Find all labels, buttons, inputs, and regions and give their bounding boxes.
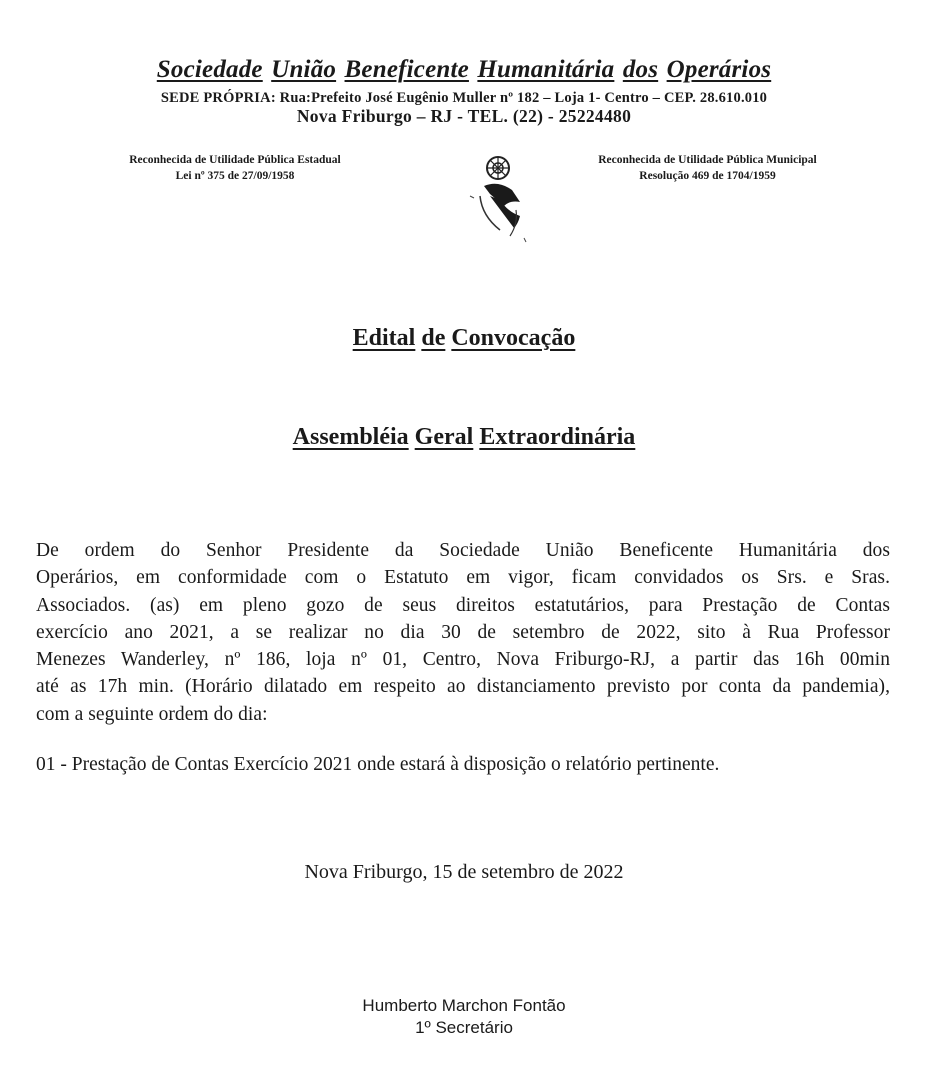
paragraph-line: Operários, em conformidade com o Estatuto em vigor, ficam convidados os Srs. e Sras. bbox=[36, 567, 890, 589]
signature-block bbox=[0, 995, 928, 1039]
title-word: Extraordinária bbox=[479, 424, 636, 450]
title-word: Geral bbox=[414, 424, 474, 450]
org-word: Sociedade bbox=[156, 56, 263, 83]
org-word: União bbox=[271, 56, 337, 83]
headquarters-address: SEDE PRÓPRIA: Rua:Prefeito José Eugênio Muller nº 182 – Loja 1- Centro – CEP. 28.610.010 bbox=[160, 90, 768, 106]
state-recognition-line1: Reconhecida de Utilidade Pública Estadual bbox=[129, 154, 341, 166]
org-word: Operários bbox=[666, 56, 772, 83]
title-word: Convocação bbox=[451, 325, 576, 351]
city-phone: Nova Friburgo – RJ - TEL. (22) - 25224480 bbox=[296, 106, 632, 126]
title-word: Edital bbox=[352, 325, 416, 351]
municipal-recognition-line1: Reconhecida de Utilidade Pública Municipal bbox=[598, 154, 817, 166]
paragraph-line: até as 17h min. (Horário dilatado em respeito ao distanciamento previsto por conta da pandemia), bbox=[36, 676, 890, 698]
paragraph-line: exercício ano 2021, a se realizar no dia 30 de setembro de 2022, sito à Rua Professor bbox=[36, 621, 890, 643]
state-recognition bbox=[80, 152, 390, 184]
state-recognition-line2: Lei nº 375 de 27/09/1958 bbox=[175, 170, 295, 182]
paragraph-line: Menezes Wanderley, nº 186, loja nº 01, Centro, Nova Friburgo-RJ, a partir das 16h 00min bbox=[36, 649, 890, 671]
municipal-recognition-line2: Resolução 469 de 1704/1959 bbox=[639, 170, 776, 182]
date-line: Nova Friburgo, 15 de setembro de 2022 bbox=[304, 861, 624, 883]
edital-title bbox=[0, 325, 928, 352]
paragraph-line: com a seguinte ordem do dia: bbox=[36, 703, 268, 725]
paragraph-line: Associados. (as) em pleno gozo de seus direitos estatutários, para Prestação de Contas bbox=[36, 594, 890, 616]
signer-name: Humberto Marchon Fontão bbox=[362, 996, 566, 1015]
signer-role: 1º Secretário bbox=[415, 1018, 513, 1037]
org-word: Beneficente bbox=[344, 56, 469, 83]
org-word: Humanitária bbox=[477, 56, 615, 83]
convocation-paragraph bbox=[36, 537, 890, 728]
emblem-logo-icon bbox=[460, 150, 536, 250]
title-word: Assembléia bbox=[292, 424, 409, 450]
agenda-item: 01 - Prestação de Contas Exercício 2021 onde estará à disposição o relatório pertinente. bbox=[36, 754, 720, 775]
assembly-title bbox=[0, 424, 928, 451]
org-word: dos bbox=[622, 56, 659, 83]
title-word: de bbox=[421, 325, 446, 351]
paragraph-line: De ordem do Senhor Presidente da Sociedade União Beneficente Humanitária dos bbox=[36, 540, 890, 561]
municipal-recognition bbox=[550, 152, 865, 184]
organization-name bbox=[0, 56, 928, 84]
